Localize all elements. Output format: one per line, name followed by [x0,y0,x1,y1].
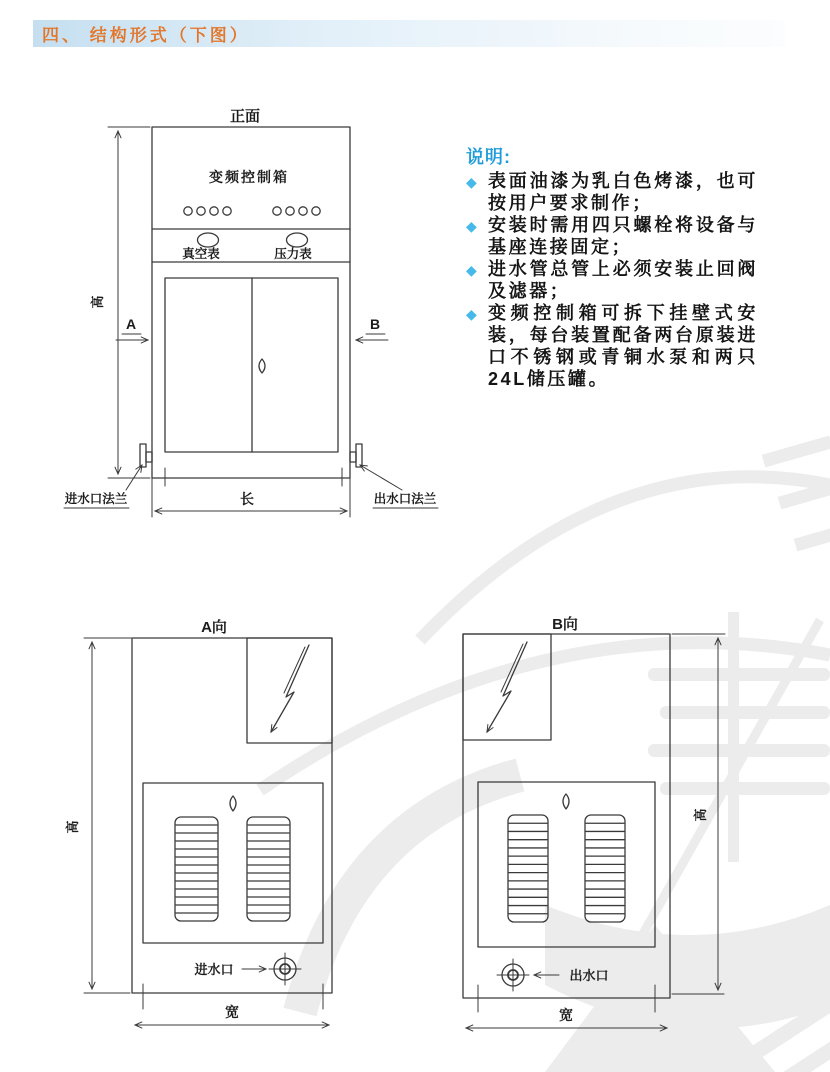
view-a-outline [132,638,332,993]
section-b-label: B [369,316,381,332]
length-label: 长 [240,491,254,507]
note-text: 安装时需用四只螺栓将设备与基座连接固定； [488,215,758,257]
view-a [65,618,332,1025]
indicator-lights [184,207,320,215]
panel-knob-icon [230,796,236,811]
vacuum-gauge-icon [198,233,219,247]
bullet-diamond-icon: ◆ [466,174,477,190]
note-text: 进水管总管上必须安装止回阀及滤器； [488,259,758,301]
ship-watermark [260,436,830,1072]
outlet-flange-label: 出水口法兰 [373,492,437,506]
lightning-icon [487,642,527,732]
note-item [466,214,826,258]
pressure-gauge-icon [287,233,308,247]
bullet-diamond-icon: ◆ [466,262,477,278]
outlet-flange-icon [350,444,362,467]
section-title: 四、 结构形式（下图） [42,26,250,45]
front-height-label: 高 [90,295,105,309]
door-handle-icon [259,359,265,373]
bullet-diamond-icon: ◆ [466,218,477,234]
vent-panel [143,783,323,943]
note-item [466,302,826,390]
louver-vent-icon [508,815,548,922]
front-view-title: 正面 [229,108,261,125]
outlet-port-icon [497,959,529,991]
section-header [33,20,785,47]
note-item [466,258,826,302]
panel-knob-icon [563,794,569,809]
louver-vent-icon [247,817,290,921]
pressure-gauge-label: 压力表 [274,247,312,261]
vacuum-gauge-label: 真空表 [182,247,220,261]
view-b-title: B向 [552,616,578,633]
bullet-diamond-icon: ◆ [466,306,477,322]
view-b-height-label: 高 [693,808,708,822]
lightning-icon [271,645,309,732]
front-view [64,108,438,517]
notes-heading: 说明: [466,147,511,167]
section-a-label: A [125,316,137,332]
view-a-title: A向 [201,619,227,636]
notes-panel [466,146,826,390]
note-item [466,170,826,214]
note-text: 表面油漆为乳白色烤漆，也可按用户要求制作； [488,171,758,213]
note-text: 变频控制箱可拆下挂壁式安装，每台装置配备两台原装进口不锈钢或青铜水泵和两只24L储压罐。 [488,303,758,389]
inlet-flange-icon [140,444,152,467]
view-a-width-label: 宽 [225,1004,239,1020]
louver-vent-icon [175,817,218,921]
view-a-height-label: 高 [65,820,80,834]
louver-vent-icon [585,815,625,922]
control-box-label: 变频控制箱 [209,169,289,185]
outlet-label: 出水口 [569,968,609,983]
inlet-flange-label: 进水口法兰 [64,492,128,506]
inlet-label: 进水口 [194,962,234,977]
view-b-width-label: 宽 [559,1007,573,1023]
